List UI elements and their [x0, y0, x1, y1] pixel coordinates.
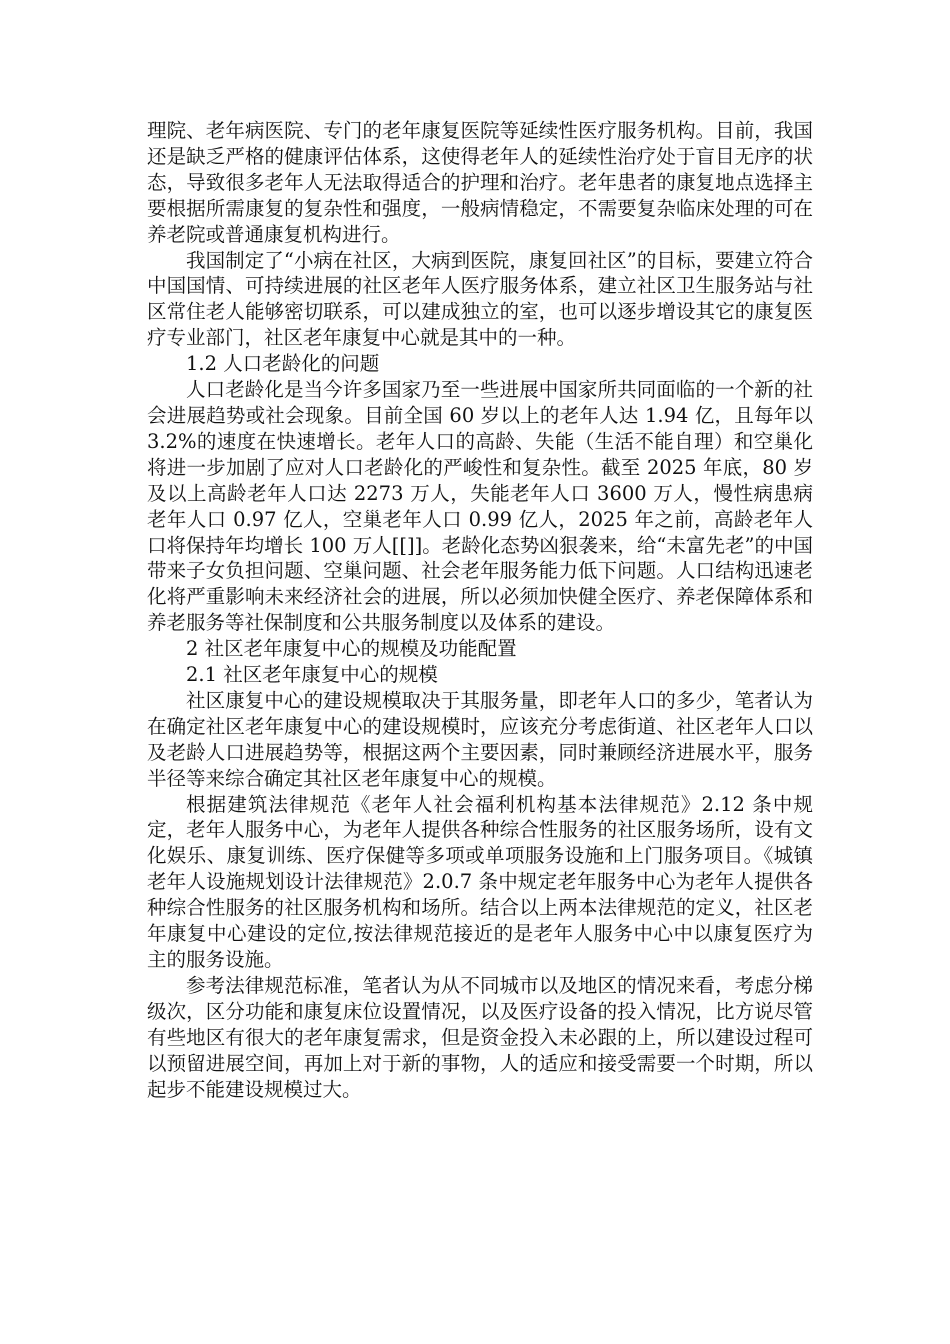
paragraph-reference-standards: 参考法律规范标准，笔者认为从不同城市以及地区的情况来看，考虑分梯级次，区分功能和康复床位设置情况，以及医疗设备的投入情况，比方说尽管有些地区有很大的老年康复需求，但是资金投入未必跟的上，所以建设过程可以预留进展空间，再加上对于新的事物，人的适应和接受需要一个时期，所以起步不能建设规模过大。 [147, 973, 813, 1101]
document-page [147, 118, 813, 1102]
paragraph-regulations: 根据建筑法律规范《老年人社会福利机构基本法律规范》2.12 条中规定，老年人服务中心，为老年人提供各种综合性服务的社区服务场所，设有文化娱乐、康复训练、医疗保健等多项或单项服务设施和上门服务项目。《城镇老年人设施规划设计法律规范》2.0.7 条中规定老年服务中心为老年人提供各种综合性服务的社区服务机构和场所。结合以上两本法律规范的定义，社区老年康复中心建设的定位,按法律规范接近的是老年人服务中心中以康复医疗为主的服务设施。 [147, 792, 813, 971]
section-heading-1-2: 1.2 人口老龄化的问题 [186, 352, 380, 376]
paragraph-community-goal: 我国制定了“小病在社区，大病到医院，康复回社区”的目标，要建立符合中国国情、可持续进展的社区老年人医疗服务体系，建立社区卫生服务站与社区常住老人能够密切联系，可以建成独立的室，也可以逐步增设其它的康复医疗专业部门，社区老年康复中心就是其中的一种。 [147, 248, 813, 350]
section-heading-2-1: 2.1 社区老年康复中心的规模 [186, 663, 438, 687]
section-heading-2: 2 社区老年康复中心的规模及功能配置 [186, 637, 517, 661]
paragraph-center-scale: 社区康复中心的建设规模取决于其服务量，即老年人口的多少，笔者认为在确定社区老年康复中心的建设规模时，应该充分考虑街道、社区老年人口以及老龄人口进展趋势等，根据这两个主要因素，同时兼顾经济进展水平，服务半径等来综合确定其社区老年康复中心的规模。 [147, 688, 813, 790]
paragraph-continued: 理院、老年病医院、专门的老年康复医院等延续性医疗服务机构。目前，我国还是缺乏严格的健康评估体系，这使得老年人的延续性治疗处于盲目无序的状态，导致很多老年人无法取得适合的护理和治疗。老年患者的康复地点选择主要根据所需康复的复杂性和强度，一般病情稳定，不需要复杂临床处理的可在养老院或普通康复机构进行。 [147, 119, 813, 246]
paragraph-aging-population: 人口老龄化是当今许多国家乃至一些进展中国家所共同面临的一个新的社会进展趋势或社会现象。目前全国 60 岁以上的老年人达 1.94 亿，且每年以 3.2%的速度在快速增长。老年人口的高龄、失能（生活不能自理）和空巢化将进一步加剧了应对人口老龄化的严峻性和复杂性。截至 2025 年底，80 岁及以上高龄老年人口达 2273 万人，失能老年人口 3600 万人，慢性病患病老年人口 0.97 亿人，空巢老年人口 0.99 亿人，2025 年之前，高龄老年人口将保持年均增长 100 万人[[]]。老龄化态势凶狠袭来，给“未富先老”的中国带来子女负担问题、空巢问题、社会老年服务能力低下问题。人口结构迅速老化将严重影响未来经济社会的进展，所以必须加快健全医疗、养老保障体系和养老服务等社保制度和公共服务制度以及体系的建设。 [147, 378, 813, 635]
